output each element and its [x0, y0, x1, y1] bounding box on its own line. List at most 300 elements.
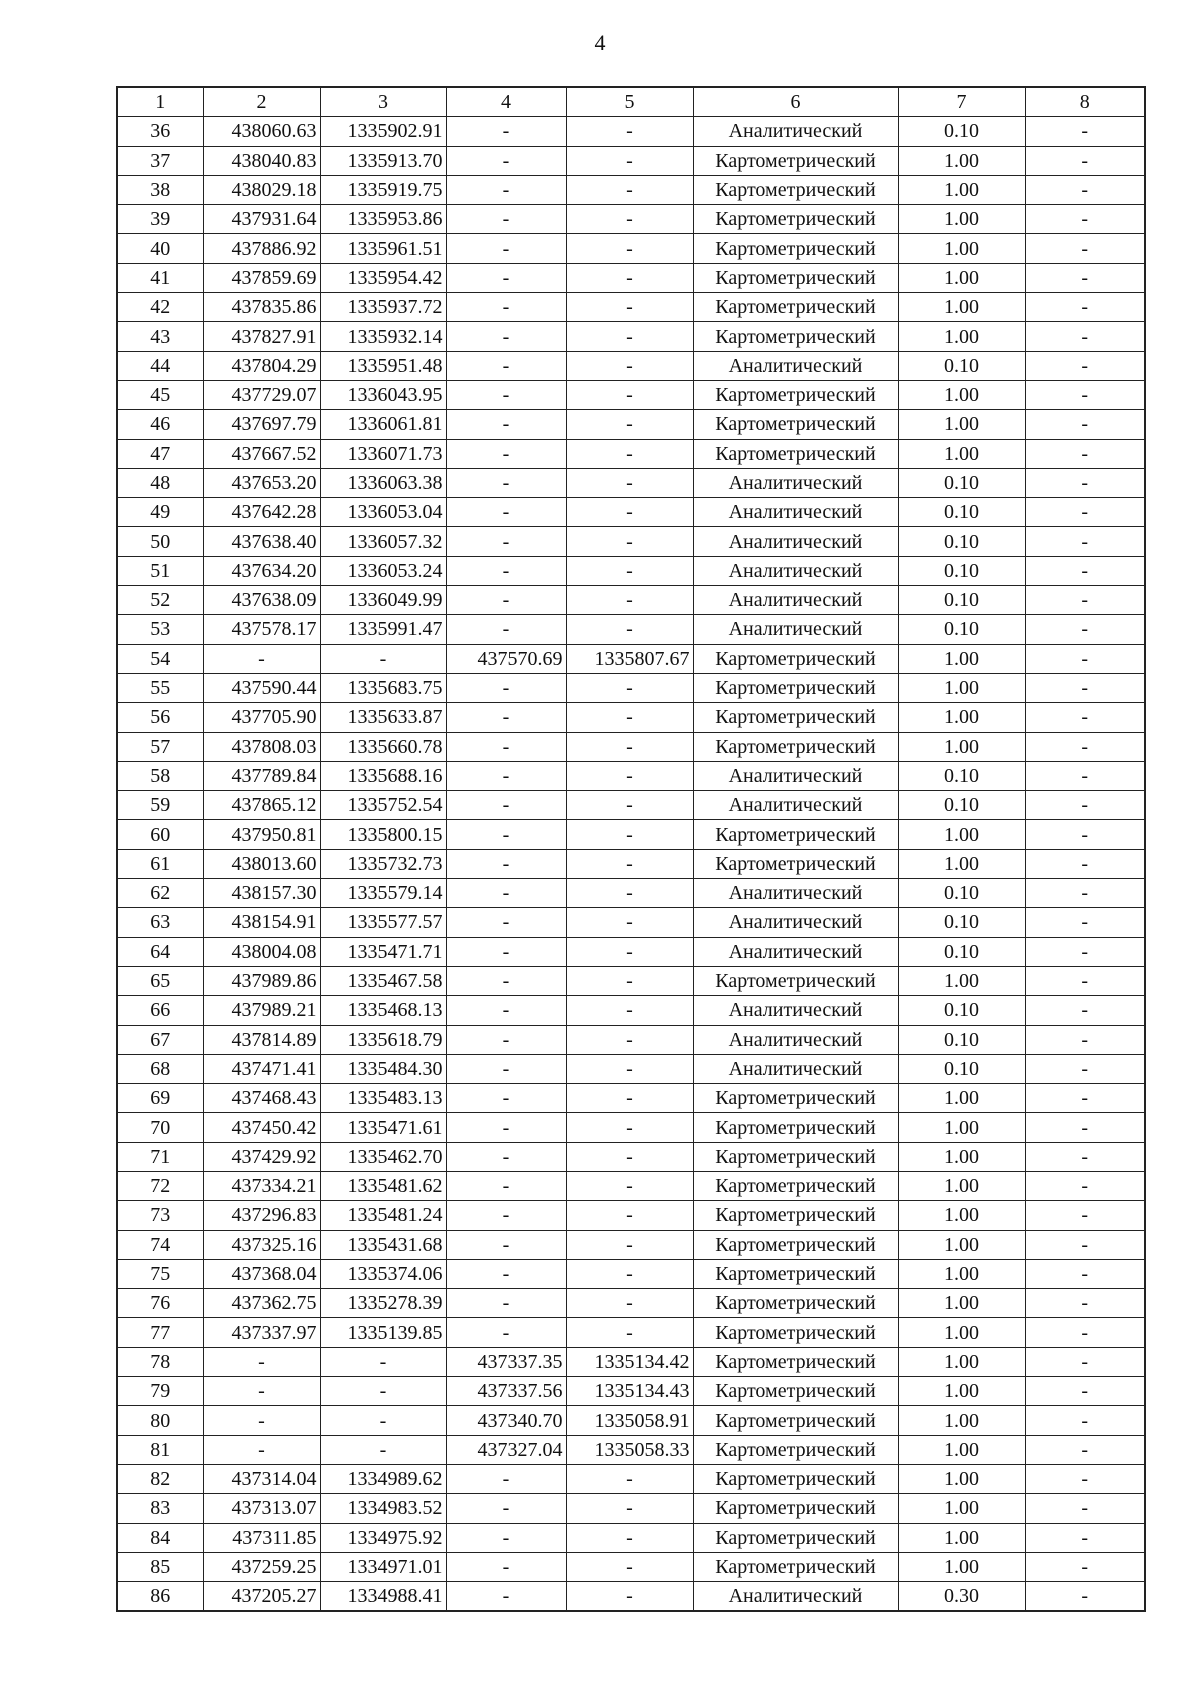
column-header: 8 — [1025, 87, 1145, 117]
table-row — [117, 1494, 1145, 1523]
table-cell: Аналитический — [693, 468, 898, 497]
table-cell: Картометрический — [693, 146, 898, 175]
table-row — [117, 468, 1145, 497]
table-row — [117, 1230, 1145, 1259]
table-cell: 1.00 — [898, 1230, 1025, 1259]
table-cell: - — [1025, 1113, 1145, 1142]
table-cell: - — [566, 293, 693, 322]
table-cell: - — [566, 498, 693, 527]
column-header: 5 — [566, 87, 693, 117]
table-cell: Картометрический — [693, 1113, 898, 1142]
table-cell: 437362.75 — [203, 1289, 320, 1318]
table-cell: - — [446, 205, 566, 234]
table-cell: - — [1025, 908, 1145, 937]
table-cell: 47 — [117, 439, 203, 468]
table-cell: 1334975.92 — [320, 1523, 446, 1552]
column-header: 1 — [117, 87, 203, 117]
table-cell: - — [566, 908, 693, 937]
table-cell: 1336049.99 — [320, 586, 446, 615]
table-cell: 1336043.95 — [320, 380, 446, 409]
table-cell: Картометрический — [693, 1347, 898, 1376]
table-cell: - — [1025, 263, 1145, 292]
table-row — [117, 1142, 1145, 1171]
table-cell: 1335807.67 — [566, 644, 693, 673]
table-row — [117, 410, 1145, 439]
table-cell: - — [446, 1494, 566, 1523]
table-cell: Картометрический — [693, 1435, 898, 1464]
table-cell: 1334988.41 — [320, 1582, 446, 1612]
table-cell: - — [446, 966, 566, 995]
table-cell: 437886.92 — [203, 234, 320, 263]
table-cell: 1335991.47 — [320, 615, 446, 644]
table-cell: 58 — [117, 761, 203, 790]
table-cell: Аналитический — [693, 1054, 898, 1083]
table-cell: 72 — [117, 1171, 203, 1200]
table-cell: - — [566, 615, 693, 644]
table-cell: 46 — [117, 410, 203, 439]
table-cell: - — [320, 1406, 446, 1435]
table-cell: - — [566, 410, 693, 439]
table-cell: 53 — [117, 615, 203, 644]
table-cell: Картометрический — [693, 205, 898, 234]
table-cell: - — [320, 1435, 446, 1464]
table-cell: - — [320, 644, 446, 673]
table-cell: 1.00 — [898, 1289, 1025, 1318]
table-cell: - — [566, 175, 693, 204]
table-cell: 1335481.62 — [320, 1171, 446, 1200]
table-cell: 438004.08 — [203, 937, 320, 966]
table-cell: - — [566, 468, 693, 497]
table-cell: - — [446, 879, 566, 908]
table-cell: - — [566, 439, 693, 468]
table-cell: 0.10 — [898, 1054, 1025, 1083]
table-cell: 1335471.61 — [320, 1113, 446, 1142]
table-cell: 437471.41 — [203, 1054, 320, 1083]
table-cell: 1335902.91 — [320, 117, 446, 146]
table-cell: Картометрический — [693, 322, 898, 351]
table-cell: - — [1025, 1054, 1145, 1083]
table-cell: 437570.69 — [446, 644, 566, 673]
table-cell: 43 — [117, 322, 203, 351]
table-cell: 437296.83 — [203, 1201, 320, 1230]
table-cell: 1.00 — [898, 322, 1025, 351]
table-cell: 437638.09 — [203, 586, 320, 615]
table-cell: 437468.43 — [203, 1084, 320, 1113]
table-cell: - — [446, 820, 566, 849]
table-cell: 1335467.58 — [320, 966, 446, 995]
table-cell: - — [446, 732, 566, 761]
table-cell: - — [1025, 1494, 1145, 1523]
table-cell: 68 — [117, 1054, 203, 1083]
table-cell: - — [446, 996, 566, 1025]
table-row — [117, 439, 1145, 468]
table-cell: 1.00 — [898, 146, 1025, 175]
table-cell: - — [446, 234, 566, 263]
table-cell: 0.10 — [898, 556, 1025, 585]
table-cell: 1335134.42 — [566, 1347, 693, 1376]
table-cell: 1335951.48 — [320, 351, 446, 380]
table-cell: 438060.63 — [203, 117, 320, 146]
table-cell: - — [446, 1464, 566, 1493]
table-cell: - — [446, 1171, 566, 1200]
table-cell: 437578.17 — [203, 615, 320, 644]
table-cell: - — [446, 1201, 566, 1230]
table-cell: 1.00 — [898, 1377, 1025, 1406]
column-header: 7 — [898, 87, 1025, 117]
table-cell: 1335688.16 — [320, 761, 446, 790]
table-cell: Аналитический — [693, 498, 898, 527]
table-cell: 39 — [117, 205, 203, 234]
table-cell: 1335937.72 — [320, 293, 446, 322]
table-cell: - — [446, 498, 566, 527]
table-cell: 1336063.38 — [320, 468, 446, 497]
table-cell: Картометрический — [693, 820, 898, 849]
table-cell: 1336071.73 — [320, 439, 446, 468]
table-cell: 1335752.54 — [320, 791, 446, 820]
table-cell: 438154.91 — [203, 908, 320, 937]
table-row — [117, 1406, 1145, 1435]
table-cell: - — [446, 908, 566, 937]
table-cell: 62 — [117, 879, 203, 908]
table-cell: 1335683.75 — [320, 673, 446, 702]
table-cell: 437705.90 — [203, 703, 320, 732]
table-row — [117, 1464, 1145, 1493]
table-cell: - — [1025, 1259, 1145, 1288]
table-cell: - — [566, 1201, 693, 1230]
table-cell: 1335134.43 — [566, 1377, 693, 1406]
table-cell: - — [446, 1142, 566, 1171]
table-cell: - — [203, 1347, 320, 1376]
table-cell: 69 — [117, 1084, 203, 1113]
table-cell: 1.00 — [898, 175, 1025, 204]
table-cell: 1336057.32 — [320, 527, 446, 556]
table-cell: 49 — [117, 498, 203, 527]
table-cell: 84 — [117, 1523, 203, 1552]
table-row — [117, 820, 1145, 849]
table-cell: - — [446, 527, 566, 556]
table-cell: 76 — [117, 1289, 203, 1318]
table-row — [117, 849, 1145, 878]
table-cell: Картометрический — [693, 175, 898, 204]
table-cell: - — [566, 1289, 693, 1318]
table-cell: - — [566, 1230, 693, 1259]
table-cell: 71 — [117, 1142, 203, 1171]
table-cell: 36 — [117, 117, 203, 146]
table-cell: 63 — [117, 908, 203, 937]
table-cell: - — [1025, 410, 1145, 439]
table-cell: 1.00 — [898, 1347, 1025, 1376]
table-cell: 437450.42 — [203, 1113, 320, 1142]
table-cell: 437311.85 — [203, 1523, 320, 1552]
table-row — [117, 1318, 1145, 1347]
table-cell: 1335953.86 — [320, 205, 446, 234]
table-cell: 1335058.91 — [566, 1406, 693, 1435]
table-cell: 437950.81 — [203, 820, 320, 849]
table-cell: - — [446, 1552, 566, 1581]
table-cell: 1335577.57 — [320, 908, 446, 937]
table-cell: 0.10 — [898, 615, 1025, 644]
table-cell: 1335579.14 — [320, 879, 446, 908]
table-cell: 437827.91 — [203, 322, 320, 351]
table-cell: 1.00 — [898, 1464, 1025, 1493]
table-cell: - — [446, 673, 566, 702]
table-row — [117, 996, 1145, 1025]
table-cell: 52 — [117, 586, 203, 615]
table-cell: - — [446, 849, 566, 878]
table-cell: 1335954.42 — [320, 263, 446, 292]
table-cell: - — [1025, 937, 1145, 966]
table-cell: - — [1025, 879, 1145, 908]
table-cell: - — [1025, 732, 1145, 761]
table-row — [117, 263, 1145, 292]
table-cell: 86 — [117, 1582, 203, 1612]
table-row — [117, 586, 1145, 615]
table-cell: 1335468.13 — [320, 996, 446, 1025]
table-cell: 0.10 — [898, 586, 1025, 615]
table-cell: 1.00 — [898, 410, 1025, 439]
table-cell: - — [1025, 1347, 1145, 1376]
table-cell: 1.00 — [898, 380, 1025, 409]
table-row — [117, 1435, 1145, 1464]
table-cell: 437337.35 — [446, 1347, 566, 1376]
table-cell: 1336053.24 — [320, 556, 446, 585]
table-cell: 74 — [117, 1230, 203, 1259]
table-row — [117, 175, 1145, 204]
table-cell: - — [1025, 1552, 1145, 1581]
table-row — [117, 1259, 1145, 1288]
table-cell: Картометрический — [693, 234, 898, 263]
table-row — [117, 1113, 1145, 1142]
table-row — [117, 498, 1145, 527]
table-cell: - — [566, 937, 693, 966]
table-cell: 438157.30 — [203, 879, 320, 908]
table-cell: 437653.20 — [203, 468, 320, 497]
table-row — [117, 1552, 1145, 1581]
table-cell: - — [566, 849, 693, 878]
table-cell: - — [566, 1494, 693, 1523]
table-cell: - — [1025, 615, 1145, 644]
table-cell: - — [446, 263, 566, 292]
table-cell: - — [446, 175, 566, 204]
table-cell: 438040.83 — [203, 146, 320, 175]
table-cell: - — [566, 1464, 693, 1493]
table-cell: Аналитический — [693, 1582, 898, 1612]
table-cell: 0.10 — [898, 937, 1025, 966]
table-cell: 437729.07 — [203, 380, 320, 409]
table-cell: 437835.86 — [203, 293, 320, 322]
table-cell: - — [1025, 1201, 1145, 1230]
table-cell: - — [566, 820, 693, 849]
table-cell: - — [1025, 966, 1145, 995]
table-cell: 64 — [117, 937, 203, 966]
table-cell: Аналитический — [693, 351, 898, 380]
table-cell: Аналитический — [693, 556, 898, 585]
table-cell: 1.00 — [898, 439, 1025, 468]
table-cell: - — [566, 1318, 693, 1347]
table-cell: - — [446, 937, 566, 966]
table-cell: 437337.56 — [446, 1377, 566, 1406]
table-cell: - — [566, 996, 693, 1025]
table-row — [117, 937, 1145, 966]
table-cell: 78 — [117, 1347, 203, 1376]
table-cell: Картометрический — [693, 1259, 898, 1288]
table-cell: 1335484.30 — [320, 1054, 446, 1083]
table-cell: - — [1025, 761, 1145, 790]
table-cell: - — [446, 293, 566, 322]
table-cell: 1335633.87 — [320, 703, 446, 732]
table-cell: 437337.97 — [203, 1318, 320, 1347]
table-cell: 1335618.79 — [320, 1025, 446, 1054]
table-cell: - — [1025, 1523, 1145, 1552]
coordinates-table — [116, 86, 1146, 1612]
table-row — [117, 1582, 1145, 1612]
table-cell: - — [446, 1289, 566, 1318]
table-cell: - — [566, 263, 693, 292]
table-cell: - — [1025, 498, 1145, 527]
table-cell: 437697.79 — [203, 410, 320, 439]
table-cell: Аналитический — [693, 1025, 898, 1054]
table-cell: 48 — [117, 468, 203, 497]
table-cell: Картометрический — [693, 849, 898, 878]
table-row — [117, 527, 1145, 556]
table-cell: - — [446, 380, 566, 409]
table-cell: Картометрический — [693, 673, 898, 702]
table-cell: 437327.04 — [446, 1435, 566, 1464]
table-cell: 75 — [117, 1259, 203, 1288]
table-cell: 60 — [117, 820, 203, 849]
column-header: 4 — [446, 87, 566, 117]
table-row — [117, 1084, 1145, 1113]
table-cell: - — [1025, 205, 1145, 234]
table-cell: 1.00 — [898, 644, 1025, 673]
table-cell: 81 — [117, 1435, 203, 1464]
page-number: 4 — [594, 30, 606, 55]
table-cell: 1.00 — [898, 263, 1025, 292]
table-cell: 437429.92 — [203, 1142, 320, 1171]
table-cell: 437667.52 — [203, 439, 320, 468]
table-cell: - — [446, 586, 566, 615]
table-cell: Картометрический — [693, 1084, 898, 1113]
table-cell: 1335139.85 — [320, 1318, 446, 1347]
table-cell: 1334983.52 — [320, 1494, 446, 1523]
column-header: 6 — [693, 87, 898, 117]
table-cell: Картометрический — [693, 1464, 898, 1493]
table-cell: 51 — [117, 556, 203, 585]
table-cell: - — [1025, 1025, 1145, 1054]
table-cell: 57 — [117, 732, 203, 761]
table-cell: 1335278.39 — [320, 1289, 446, 1318]
table-cell: - — [566, 673, 693, 702]
table-cell: - — [566, 322, 693, 351]
table-cell: - — [1025, 703, 1145, 732]
table-cell: 44 — [117, 351, 203, 380]
table-cell: Картометрический — [693, 1377, 898, 1406]
table-cell: 1.00 — [898, 1406, 1025, 1435]
table-cell: 1335660.78 — [320, 732, 446, 761]
table-row — [117, 205, 1145, 234]
table-cell: 80 — [117, 1406, 203, 1435]
table-cell: Картометрический — [693, 1406, 898, 1435]
table-cell: 0.10 — [898, 791, 1025, 820]
table-row — [117, 1377, 1145, 1406]
table-cell: 437638.40 — [203, 527, 320, 556]
table-cell: 38 — [117, 175, 203, 204]
table-cell: Аналитический — [693, 879, 898, 908]
table-cell: - — [1025, 1171, 1145, 1200]
table-cell: 437931.64 — [203, 205, 320, 234]
table-cell: 1.00 — [898, 1084, 1025, 1113]
table-cell: 1.00 — [898, 849, 1025, 878]
table-cell: 437789.84 — [203, 761, 320, 790]
table-cell: - — [446, 1054, 566, 1083]
table-cell: 1.00 — [898, 234, 1025, 263]
table-cell: - — [566, 761, 693, 790]
table-row — [117, 732, 1145, 761]
table-cell: 437989.21 — [203, 996, 320, 1025]
table-cell: 1.00 — [898, 1552, 1025, 1581]
table-cell: 1.00 — [898, 703, 1025, 732]
table-cell: Картометрический — [693, 966, 898, 995]
table-cell: - — [446, 556, 566, 585]
table-cell: - — [446, 410, 566, 439]
table-cell: - — [566, 1259, 693, 1288]
table-cell: 0.10 — [898, 527, 1025, 556]
table-cell: - — [1025, 556, 1145, 585]
table-cell: 0.10 — [898, 1025, 1025, 1054]
table-cell: 0.10 — [898, 761, 1025, 790]
table-row — [117, 644, 1145, 673]
table-cell: - — [1025, 117, 1145, 146]
table-cell: 66 — [117, 996, 203, 1025]
table-cell: 1335483.13 — [320, 1084, 446, 1113]
table-cell: 1.00 — [898, 732, 1025, 761]
table-row — [117, 322, 1145, 351]
table-cell: - — [446, 146, 566, 175]
table-row — [117, 1289, 1145, 1318]
table-cell: - — [566, 1025, 693, 1054]
table-cell: - — [566, 1523, 693, 1552]
table-row — [117, 908, 1145, 937]
table-cell: - — [566, 966, 693, 995]
table-cell: Картометрический — [693, 644, 898, 673]
table-cell: - — [446, 439, 566, 468]
table-cell: - — [446, 1259, 566, 1288]
table-cell: 42 — [117, 293, 203, 322]
table-row — [117, 117, 1145, 146]
column-header: 3 — [320, 87, 446, 117]
table-cell: Аналитический — [693, 761, 898, 790]
table-cell: - — [1025, 175, 1145, 204]
table-cell: 1335374.06 — [320, 1259, 446, 1288]
table-cell: 1.00 — [898, 293, 1025, 322]
table-cell: - — [566, 1054, 693, 1083]
table-cell: 50 — [117, 527, 203, 556]
table-cell: - — [1025, 1435, 1145, 1464]
table-cell: 1334989.62 — [320, 1464, 446, 1493]
table-cell: 1.00 — [898, 1259, 1025, 1288]
table-cell: - — [446, 761, 566, 790]
table-cell: - — [566, 527, 693, 556]
table-cell: - — [1025, 1582, 1145, 1612]
table-cell: - — [1025, 293, 1145, 322]
table-cell: Картометрический — [693, 732, 898, 761]
table-cell: 1335732.73 — [320, 849, 446, 878]
table-cell: 0.10 — [898, 908, 1025, 937]
table-cell: - — [1025, 527, 1145, 556]
table-cell: 1.00 — [898, 1435, 1025, 1464]
table-cell: Картометрический — [693, 1171, 898, 1200]
table-cell: 437259.25 — [203, 1552, 320, 1581]
